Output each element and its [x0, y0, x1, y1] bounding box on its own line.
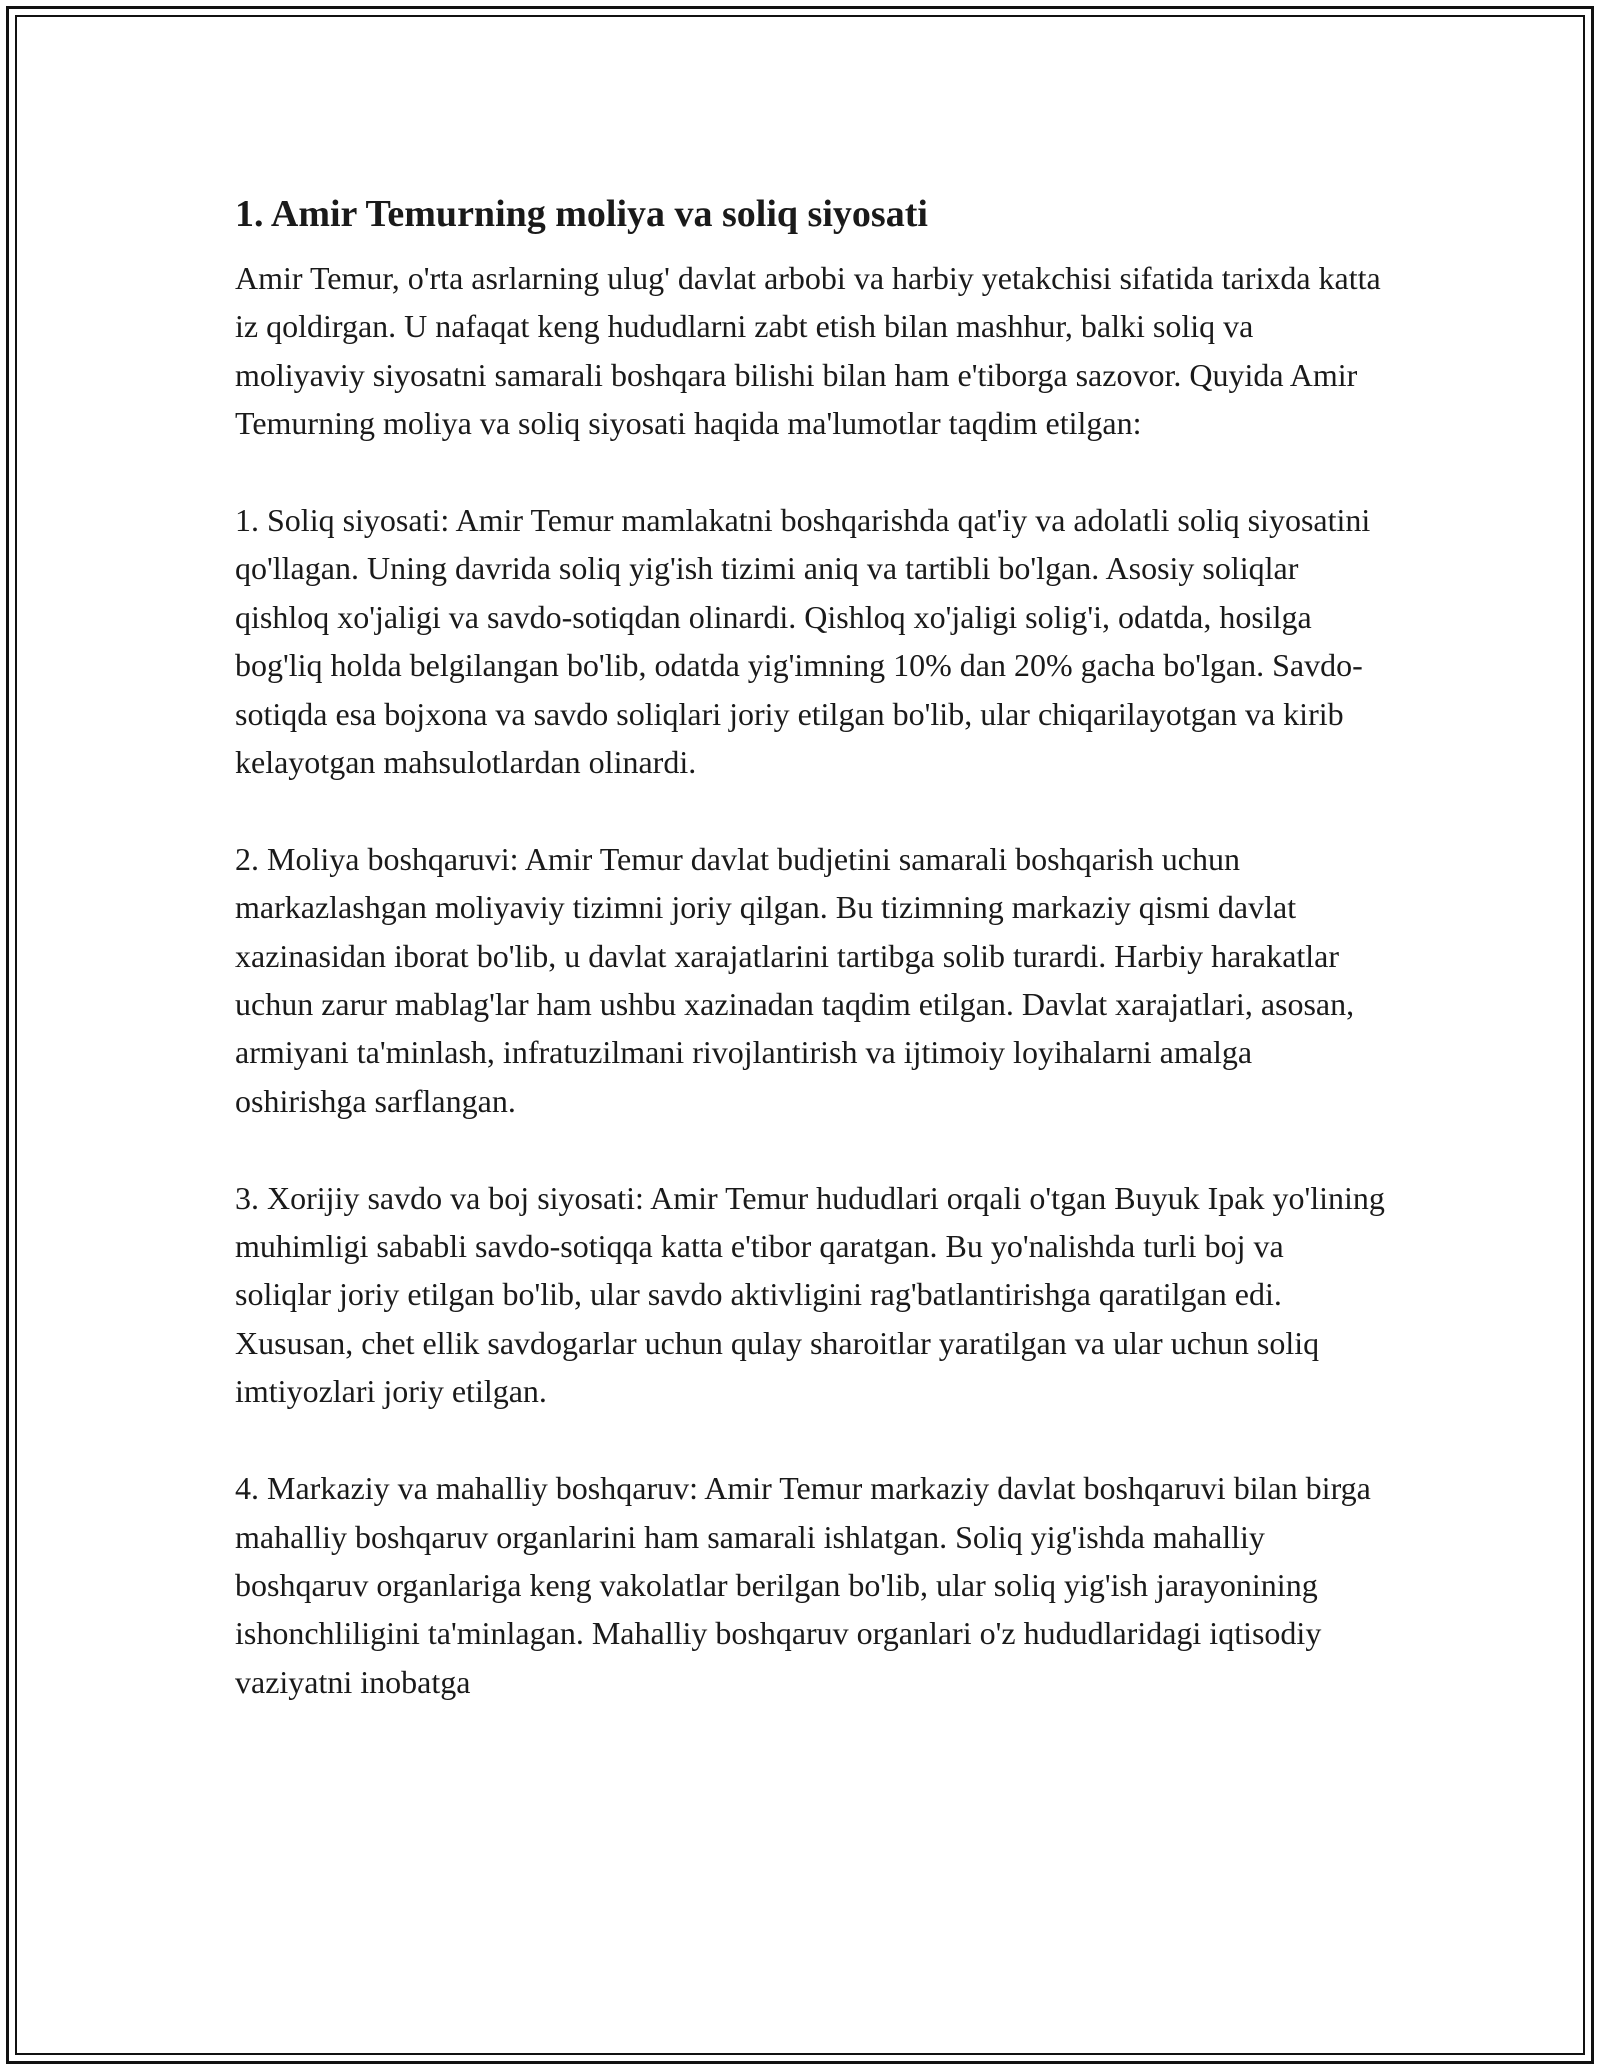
paragraph-foreign-trade: 3. Xorijiy savdo va boj siyosati: Amir Temur hududlari orqali o'tgan Buyuk Ipak yo'lining muhimligi sababli savdo-sotiqqa katta e'tibor qaratgan. Bu yo'nalishda turli boj va soliqlar joriy etilgan bo'lib, ular savdo aktivligini rag'batlantirishga qaratilgan edi. Xususan, chet ellik savdogarlar uchun qulay sharoitlar yaratilgan va ular uchun soliq imtiyozlari joriy etilgan. — [235, 1179, 1385, 1410]
document-title: 1. Amir Temurning moliya va soliq siyosati — [235, 193, 928, 235]
paragraph-tax-policy: 1. Soliq siyosati: Amir Temur mamlakatni boshqarishda qat'iy va adolatli soliq siyosatini qo'llagan. Uning davrida soliq yig'ish tizimi aniq va tartibli bo'lgan. Asosiy soliqlar qishloq xo'jaligi va savdo-sotiqdan olinardi. Qishloq xo'jaligi solig'i, odatda, hosilga bog'liq holda belgilangan bo'lib, odatda yig'imning 10% dan 20% gacha bo'lgan. Savdo-sotiqda esa bojxona va savdo soliqlari joriy etilgan bo'lib, ular chiqarilayotgan va kirib kelayotgan mahsulotlardan olinardi. — [235, 502, 1371, 781]
document-body — [235, 186, 1385, 1755]
paragraph-central-local-governance: 4. Markaziy va mahalliy boshqaruv: Amir Temur markaziy davlat boshqaruvi bilan birga mahalliy boshqaruv organlarini ham samarali ishlatgan. Soliq yig'ishda mahalliy boshqaruv organlariga keng vakolatlar berilgan bo'lib, ular soliq yig'ish jarayonining ishonchliligini ta'minlagan. Mahalliy boshqaruv organlari o'z hududlaridagi iqtisodiy vaziyatni inobatga — [235, 1470, 1371, 1700]
paragraph-finance-management: 2. Moliya boshqaruvi: Amir Temur davlat budjetini samarali boshqarish uchun markazlashgan moliyaviy tizimni joriy qilgan. Bu tizimning markaziy qismi davlat xazinasidan iborat bo'lib, u davlat xarajatlarini tartibga solib turardi. Harbiy harakatlar uchun zarur mablag'lar ham ushbu xazinadan taqdim etilgan. Davlat xarajatlari, asosan, armiyani ta'minlash, infratuzilmani rivojlantirish va ijtimoiy loyihalarni amalga oshirishga sarflangan. — [235, 840, 1355, 1119]
paragraph-intro: Amir Temur, o'rta asrlarning ulug' davlat arbobi va harbiy yetakchisi sifatida tarixda katta iz qoldirgan. U nafaqat keng hududlarni zabt etish bilan mashhur, balki soliq va moliyaviy siyosatni samarali boshqara bilishi bilan ham e'tiborga sazovor. Quyida Amir Temurning moliya va soliq siyosati haqida ma'lumotlar taqdim etilgan: — [235, 260, 1381, 442]
